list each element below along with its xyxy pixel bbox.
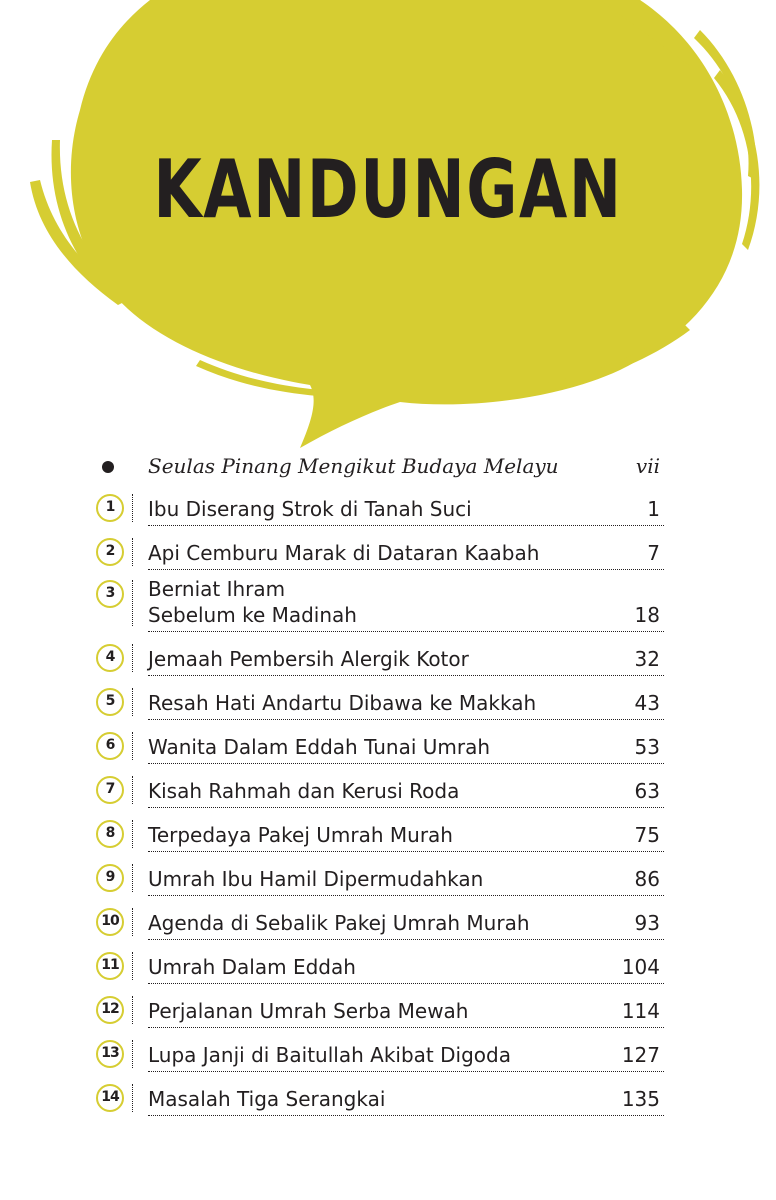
- chapter-title: Perjalanan Umrah Serba Mewah: [148, 999, 469, 1023]
- chapter-title: Resah Hati Andartu Dibawa ke Makkah: [148, 691, 537, 715]
- chapter-entry: [148, 773, 664, 808]
- chapter-number-badge: 9: [96, 864, 124, 892]
- chapter-page: 114: [621, 999, 660, 1023]
- chapter-title: Terpedaya Pakej Umrah Murah: [148, 823, 453, 847]
- chapter-number-badge: 8: [96, 820, 124, 848]
- toc-row: [94, 678, 664, 722]
- dotted-divider: [132, 996, 133, 1024]
- dotted-divider: [132, 1040, 133, 1068]
- toc-row: [94, 722, 664, 766]
- chapter-page: 93: [634, 911, 660, 935]
- toc-row: [94, 1074, 664, 1118]
- toc-row: [94, 986, 664, 1030]
- chapter-number-badge: 3: [96, 580, 124, 608]
- bullet-icon: [102, 461, 114, 473]
- chapter-page: 75: [634, 823, 660, 847]
- chapter-entry: [148, 1037, 664, 1072]
- dotted-divider: [132, 952, 133, 980]
- chapter-entry: [148, 641, 664, 676]
- chapter-entry: [148, 729, 664, 764]
- chapter-page: 18: [634, 603, 660, 627]
- chapter-number-badge: 2: [96, 538, 124, 566]
- chapter-number-badge: 10: [96, 908, 124, 936]
- chapter-page: 63: [634, 779, 660, 803]
- chapter-entry: [148, 1081, 664, 1116]
- chapter-page: 86: [634, 867, 660, 891]
- toc-row: [94, 1030, 664, 1074]
- chapter-title: Ibu Diserang Strok di Tanah Suci: [148, 497, 472, 521]
- toc-row: [94, 854, 664, 898]
- dotted-divider: [132, 1084, 133, 1112]
- toc-row: [94, 572, 664, 634]
- chapter-title: Api Cemburu Marak di Dataran Kaabah: [148, 541, 540, 565]
- toc-row: [94, 634, 664, 678]
- chapter-page: 104: [621, 955, 660, 979]
- chapter-entry: [148, 579, 664, 632]
- chapter-number-badge: 1: [96, 494, 124, 522]
- toc-row: [94, 484, 664, 528]
- toc-row: [94, 810, 664, 854]
- chapter-number-badge: 6: [96, 732, 124, 760]
- chapter-title: Jemaah Pembersih Alergik Kotor: [148, 647, 469, 671]
- chapter-entry: [148, 491, 664, 526]
- chapter-number-badge: 12: [96, 996, 124, 1024]
- dotted-divider: [132, 538, 133, 566]
- dotted-divider: [132, 580, 133, 626]
- chapter-title: Kisah Rahmah dan Kerusi Roda: [148, 779, 460, 803]
- intro-page: vii: [635, 454, 660, 478]
- dotted-divider: [132, 908, 133, 936]
- chapter-entry: [148, 535, 664, 570]
- chapter-number-badge: 14: [96, 1084, 124, 1112]
- toc-row: [94, 942, 664, 986]
- chapter-entry: [148, 993, 664, 1028]
- chapter-number-badge: 13: [96, 1040, 124, 1068]
- toc-intro-row: [94, 452, 664, 484]
- chapter-page: 53: [634, 735, 660, 759]
- chapter-entry: [148, 861, 664, 896]
- intro-title: Seulas Pinang Mengikut Budaya Melayu: [148, 454, 559, 478]
- dotted-divider: [132, 688, 133, 716]
- chapter-title: Wanita Dalam Eddah Tunai Umrah: [148, 735, 491, 759]
- chapter-title-line2: Sebelum ke Madinah: [148, 603, 357, 627]
- chapter-title-line1: Berniat Ihram: [148, 577, 286, 601]
- chapter-title: Umrah Dalam Eddah: [148, 955, 356, 979]
- chapter-entry: [148, 685, 664, 720]
- chapter-number-badge: 11: [96, 952, 124, 980]
- chapter-title: Masalah Tiga Serangkai: [148, 1087, 386, 1111]
- table-of-contents: [94, 452, 664, 1118]
- dotted-divider: [132, 776, 133, 804]
- chapter-number-badge: 7: [96, 776, 124, 804]
- chapter-page: 1: [647, 497, 660, 521]
- chapter-title: Lupa Janji di Baitullah Akibat Digoda: [148, 1043, 511, 1067]
- dotted-divider: [132, 494, 133, 522]
- toc-row: [94, 766, 664, 810]
- dotted-divider: [132, 732, 133, 760]
- chapter-title: Agenda di Sebalik Pakej Umrah Murah: [148, 911, 530, 935]
- dotted-divider: [132, 644, 133, 672]
- chapter-page: 7: [647, 541, 660, 565]
- dotted-divider: [132, 820, 133, 848]
- toc-row: [94, 528, 664, 572]
- dotted-divider: [132, 864, 133, 892]
- chapter-entry: [148, 817, 664, 852]
- chapter-page: 135: [621, 1087, 660, 1111]
- chapter-page: 43: [634, 691, 660, 715]
- chapter-number-badge: 5: [96, 688, 124, 716]
- chapter-page: 127: [621, 1043, 660, 1067]
- chapter-entry: [148, 905, 664, 940]
- chapter-page: 32: [634, 647, 660, 671]
- chapter-entry: [148, 949, 664, 984]
- chapter-title: [148, 576, 357, 628]
- toc-row: [94, 898, 664, 942]
- chapter-title: Umrah Ibu Hamil Dipermudahkan: [148, 867, 484, 891]
- page-title: KANDUNGAN: [153, 143, 623, 236]
- chapter-number-badge: 4: [96, 644, 124, 672]
